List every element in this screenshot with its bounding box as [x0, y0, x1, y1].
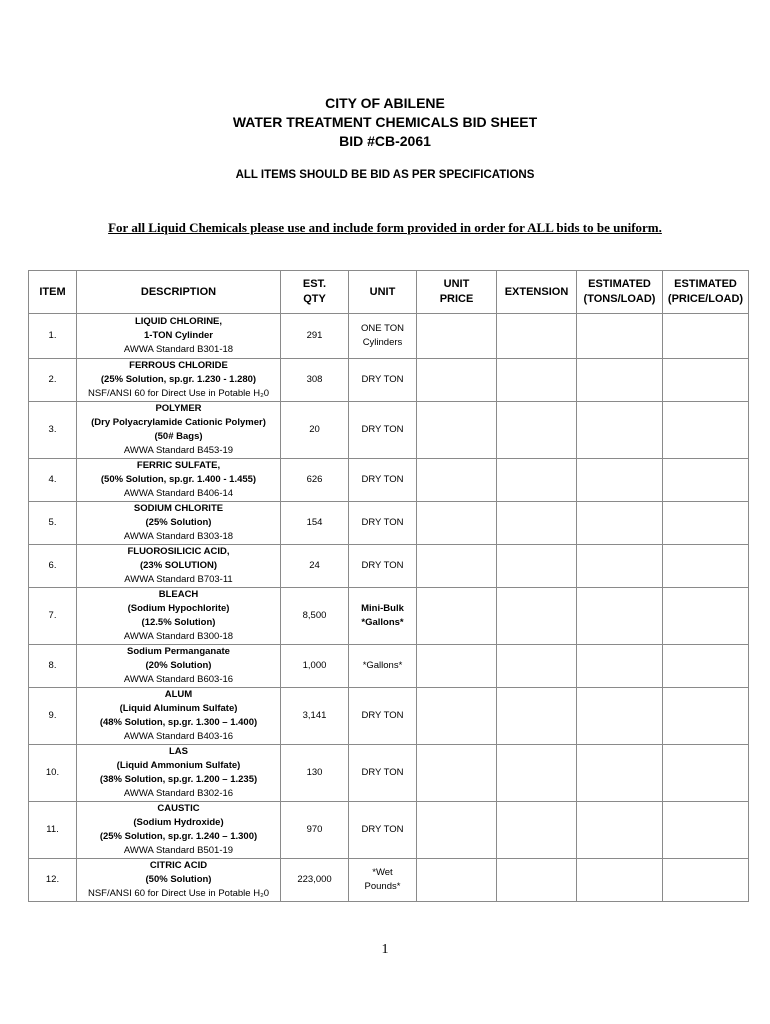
- description-line: LIQUID CHLORINE,: [134, 316, 223, 327]
- description-line: POLYMER: [155, 403, 202, 414]
- item-number-cell: [29, 314, 77, 359]
- description-cell: [77, 588, 281, 645]
- estimated-tons-input-cell[interactable]: [577, 745, 663, 802]
- unit-cell: [349, 402, 417, 459]
- document-title: [0, 94, 770, 151]
- description-line: (50% Solution): [145, 874, 212, 885]
- unit-cell: [349, 359, 417, 402]
- unit-cell: [349, 545, 417, 588]
- extension-input-cell[interactable]: [497, 802, 577, 859]
- est-qty-cell: [281, 802, 349, 859]
- standard-reference: AWWA Standard B703-11: [124, 574, 233, 585]
- estimated-tons-input-cell[interactable]: [577, 359, 663, 402]
- description-cell: [77, 859, 281, 902]
- item-number-cell: [29, 502, 77, 545]
- table-header-row: [29, 271, 749, 314]
- unit-cell: [349, 802, 417, 859]
- estimated-price-input-cell[interactable]: [663, 588, 749, 645]
- unit-price-input-cell[interactable]: [417, 802, 497, 859]
- unit-price-input-cell[interactable]: [417, 545, 497, 588]
- standard-reference: AWWA Standard B453-19: [123, 445, 234, 456]
- extension-input-cell[interactable]: [497, 402, 577, 459]
- description-line: (Liquid Aluminum Sulfate): [119, 703, 238, 714]
- unit-value: Pounds*: [364, 881, 401, 892]
- est-qty-value: 24: [309, 560, 320, 571]
- unit-value: DRY TON: [361, 560, 404, 571]
- est-qty-cell: [281, 688, 349, 745]
- estimated-tons-input-cell[interactable]: [577, 459, 663, 502]
- standard-reference: AWWA Standard B501-19: [123, 845, 234, 856]
- bid-table: [28, 270, 749, 902]
- item-number: 2.: [48, 374, 57, 385]
- est-qty-cell: [281, 314, 349, 359]
- extension-input-cell[interactable]: [497, 314, 577, 359]
- description-line: ALUM: [164, 689, 193, 700]
- standard-reference: AWWA Standard B300-18: [123, 631, 234, 642]
- title-line-bid-number: BID #CB-2061: [339, 133, 431, 149]
- est-qty-value: 223,000: [297, 874, 332, 885]
- extension-input-cell[interactable]: [497, 688, 577, 745]
- unit-price-input-cell[interactable]: [417, 859, 497, 902]
- estimated-tons-input-cell[interactable]: [577, 314, 663, 359]
- estimated-price-input-cell[interactable]: [663, 745, 749, 802]
- col-header-estimated-price: ESTIMATED (PRICE/LOAD): [663, 271, 749, 314]
- description-cell: [77, 645, 281, 688]
- extension-input-cell[interactable]: [497, 502, 577, 545]
- estimated-price-input-cell[interactable]: [663, 359, 749, 402]
- item-number: 1.: [48, 330, 57, 341]
- unit-value: DRY TON: [361, 424, 404, 435]
- col-header-estimated-tons: ESTIMATED (TONS/LOAD): [577, 271, 663, 314]
- estimated-price-input-cell[interactable]: [663, 859, 749, 902]
- est-qty-value: 291: [306, 330, 323, 341]
- table-row: [29, 588, 749, 645]
- title-line-sheet: WATER TREATMENT CHEMICALS BID SHEET: [232, 114, 538, 130]
- col-header-unit: UNIT: [349, 271, 417, 314]
- table-row: [29, 314, 749, 359]
- est-qty-cell: [281, 459, 349, 502]
- unit-cell: [349, 314, 417, 359]
- item-number: 6.: [48, 560, 57, 571]
- extension-input-cell[interactable]: [497, 859, 577, 902]
- table-row: [29, 802, 749, 859]
- standard-reference: AWWA Standard B603-16: [123, 674, 234, 685]
- item-number-cell: [29, 645, 77, 688]
- est-qty-cell: [281, 645, 349, 688]
- unit-value: *Gallons*: [362, 660, 403, 671]
- description-line: (23% SOLUTION): [139, 560, 218, 571]
- unit-cell: [349, 502, 417, 545]
- description-cell: [77, 802, 281, 859]
- standard-reference: AWWA Standard B303-18: [123, 531, 234, 542]
- item-number-cell: [29, 588, 77, 645]
- description-line: FERRIC SULFATE,: [136, 460, 221, 471]
- item-number: 5.: [48, 517, 57, 528]
- unit-price-input-cell[interactable]: [417, 459, 497, 502]
- description-line: BLEACH: [158, 589, 199, 600]
- estimated-price-input-cell[interactable]: [663, 402, 749, 459]
- unit-cell: [349, 588, 417, 645]
- col-header-unit-price: UNIT PRICE: [417, 271, 497, 314]
- extension-input-cell[interactable]: [497, 588, 577, 645]
- description-line: (25% Solution, sp.gr. 1.230 - 1.280): [100, 374, 257, 385]
- item-number-cell: [29, 859, 77, 902]
- unit-value: DRY TON: [361, 710, 404, 721]
- estimated-tons-input-cell[interactable]: [577, 545, 663, 588]
- description-line: FERROUS CHLORIDE: [129, 360, 228, 371]
- est-qty-value: 130: [306, 767, 323, 778]
- est-qty-cell: [281, 402, 349, 459]
- unit-cell: [349, 645, 417, 688]
- unit-value: *Wet: [372, 867, 393, 878]
- item-number-cell: [29, 802, 77, 859]
- description-line: (Sodium Hydroxide): [133, 817, 224, 828]
- item-number: 8.: [48, 660, 57, 671]
- unit-value: DRY TON: [361, 517, 404, 528]
- item-number-cell: [29, 402, 77, 459]
- unit-price-input-cell[interactable]: [417, 314, 497, 359]
- estimated-price-input-cell[interactable]: [663, 802, 749, 859]
- extension-input-cell[interactable]: [497, 745, 577, 802]
- estimated-price-input-cell[interactable]: [663, 314, 749, 359]
- description-line: CAUSTIC: [157, 803, 200, 814]
- unit-value: ONE TON: [361, 323, 404, 334]
- est-qty-cell: [281, 588, 349, 645]
- description-line: (Liquid Ammonium Sulfate): [116, 760, 241, 771]
- estimated-price-input-cell[interactable]: [663, 502, 749, 545]
- estimated-tons-input-cell[interactable]: [577, 802, 663, 859]
- unit-value: Cylinders: [362, 337, 403, 348]
- standard-reference: NSF/ANSI 60 for Direct Use in Potable H₂0: [87, 388, 270, 399]
- liquid-chemicals-note: For all Liquid Chemicals please use and include form provided in order for ALL bids to be uniform.: [108, 220, 662, 235]
- standard-reference: AWWA Standard B301-18: [123, 344, 234, 355]
- est-qty-value: 1,000: [302, 660, 327, 671]
- table-row: [29, 402, 749, 459]
- item-number: 9.: [48, 710, 57, 721]
- col-header-est-qty: EST. QTY: [281, 271, 349, 314]
- description-line: Sodium Permanganate: [127, 646, 230, 657]
- unit-price-input-cell[interactable]: [417, 745, 497, 802]
- description-cell: [77, 459, 281, 502]
- item-number: 10.: [45, 767, 60, 778]
- est-qty-cell: [281, 545, 349, 588]
- est-qty-cell: [281, 359, 349, 402]
- est-qty-cell: [281, 859, 349, 902]
- description-line: FLUOROSILICIC ACID,: [127, 546, 230, 557]
- unit-price-input-cell[interactable]: [417, 502, 497, 545]
- description-line: (25% Solution, sp.gr. 1.240 – 1.300): [99, 831, 258, 842]
- description-line: (12.5% Solution): [141, 617, 216, 628]
- description-cell: [77, 314, 281, 359]
- description-line: (Dry Polyacrylamide Cationic Polymer): [91, 417, 266, 428]
- item-number-cell: [29, 359, 77, 402]
- unit-value: Mini-Bulk: [361, 603, 404, 614]
- estimated-tons-input-cell[interactable]: [577, 859, 663, 902]
- description-cell: [77, 359, 281, 402]
- item-number-cell: [29, 459, 77, 502]
- item-number: 7.: [48, 610, 57, 621]
- unit-cell: [349, 745, 417, 802]
- standard-reference: AWWA Standard B302-16: [123, 788, 234, 799]
- table-row: [29, 745, 749, 802]
- estimated-tons-input-cell[interactable]: [577, 402, 663, 459]
- description-line: (38% Solution, sp.gr. 1.200 – 1.235): [99, 774, 258, 785]
- page-number: 1: [381, 942, 389, 957]
- estimated-tons-input-cell[interactable]: [577, 588, 663, 645]
- description-cell: [77, 745, 281, 802]
- est-qty-value: 154: [306, 517, 323, 528]
- specifications-notice: ALL ITEMS SHOULD BE BID AS PER SPECIFICATIONS: [235, 169, 535, 181]
- standard-reference: AWWA Standard B403-16: [123, 731, 234, 742]
- description-line: (25% Solution): [145, 517, 212, 528]
- description-line: (Sodium Hypochlorite): [127, 603, 230, 614]
- est-qty-cell: [281, 502, 349, 545]
- estimated-tons-input-cell[interactable]: [577, 688, 663, 745]
- description-line: CITRIC ACID: [149, 860, 208, 871]
- item-number: 11.: [46, 824, 59, 835]
- item-number: 3.: [48, 424, 57, 435]
- estimated-price-input-cell[interactable]: [663, 688, 749, 745]
- extension-input-cell[interactable]: [497, 359, 577, 402]
- item-number-cell: [29, 688, 77, 745]
- unit-price-input-cell[interactable]: [417, 688, 497, 745]
- table-row: [29, 459, 749, 502]
- description-line: (50# Bags): [154, 431, 203, 442]
- estimated-tons-input-cell[interactable]: [577, 645, 663, 688]
- est-qty-value: 8,500: [302, 610, 327, 621]
- est-qty-value: 626: [306, 474, 323, 485]
- extension-input-cell[interactable]: [497, 545, 577, 588]
- unit-value: DRY TON: [361, 767, 404, 778]
- est-qty-value: 308: [306, 374, 323, 385]
- description-cell: [77, 545, 281, 588]
- col-header-item: ITEM: [29, 271, 77, 314]
- description-cell: [77, 402, 281, 459]
- est-qty-value: 20: [309, 424, 320, 435]
- bid-table-body: [29, 314, 749, 902]
- description-line: (48% Solution, sp.gr. 1.300 – 1.400): [99, 717, 258, 728]
- estimated-price-input-cell[interactable]: [663, 645, 749, 688]
- unit-cell: [349, 459, 417, 502]
- unit-price-input-cell[interactable]: [417, 402, 497, 459]
- table-row: [29, 859, 749, 902]
- unit-cell: [349, 688, 417, 745]
- est-qty-value: 970: [306, 824, 323, 835]
- extension-input-cell[interactable]: [497, 645, 577, 688]
- description-line: LAS: [169, 746, 188, 757]
- unit-value: *Gallons*: [361, 617, 404, 628]
- est-qty-value: 3,141: [302, 710, 327, 721]
- table-row: [29, 502, 749, 545]
- unit-price-input-cell[interactable]: [417, 359, 497, 402]
- unit-value: DRY TON: [361, 824, 404, 835]
- estimated-price-input-cell[interactable]: [663, 545, 749, 588]
- unit-cell: [349, 859, 417, 902]
- table-row: [29, 545, 749, 588]
- standard-reference: AWWA Standard B406-14: [123, 488, 234, 499]
- item-number-cell: [29, 745, 77, 802]
- unit-value: DRY TON: [361, 374, 404, 385]
- description-cell: [77, 502, 281, 545]
- table-row: [29, 645, 749, 688]
- est-qty-cell: [281, 745, 349, 802]
- estimated-tons-input-cell[interactable]: [577, 502, 663, 545]
- unit-price-input-cell[interactable]: [417, 588, 497, 645]
- unit-price-input-cell[interactable]: [417, 645, 497, 688]
- description-line: 1-TON Cylinder: [144, 330, 213, 341]
- description-line: SODIUM CHLORITE: [133, 503, 224, 514]
- table-row: [29, 688, 749, 745]
- description-line: (20% Solution): [145, 660, 212, 671]
- extension-input-cell[interactable]: [497, 459, 577, 502]
- col-header-description: DESCRIPTION: [77, 271, 281, 314]
- estimated-price-input-cell[interactable]: [663, 459, 749, 502]
- description-cell: [77, 688, 281, 745]
- standard-reference: NSF/ANSI 60 for Direct Use in Potable H₂0: [87, 888, 270, 899]
- description-line: (50% Solution, sp.gr. 1.400 - 1.455): [100, 474, 257, 485]
- table-row: [29, 359, 749, 402]
- item-number-cell: [29, 545, 77, 588]
- col-header-extension: EXTENSION: [497, 271, 577, 314]
- unit-value: DRY TON: [361, 474, 404, 485]
- item-number: 4.: [48, 474, 57, 485]
- title-line-city: CITY OF ABILENE: [325, 95, 445, 111]
- item-number: 12.: [45, 874, 60, 885]
